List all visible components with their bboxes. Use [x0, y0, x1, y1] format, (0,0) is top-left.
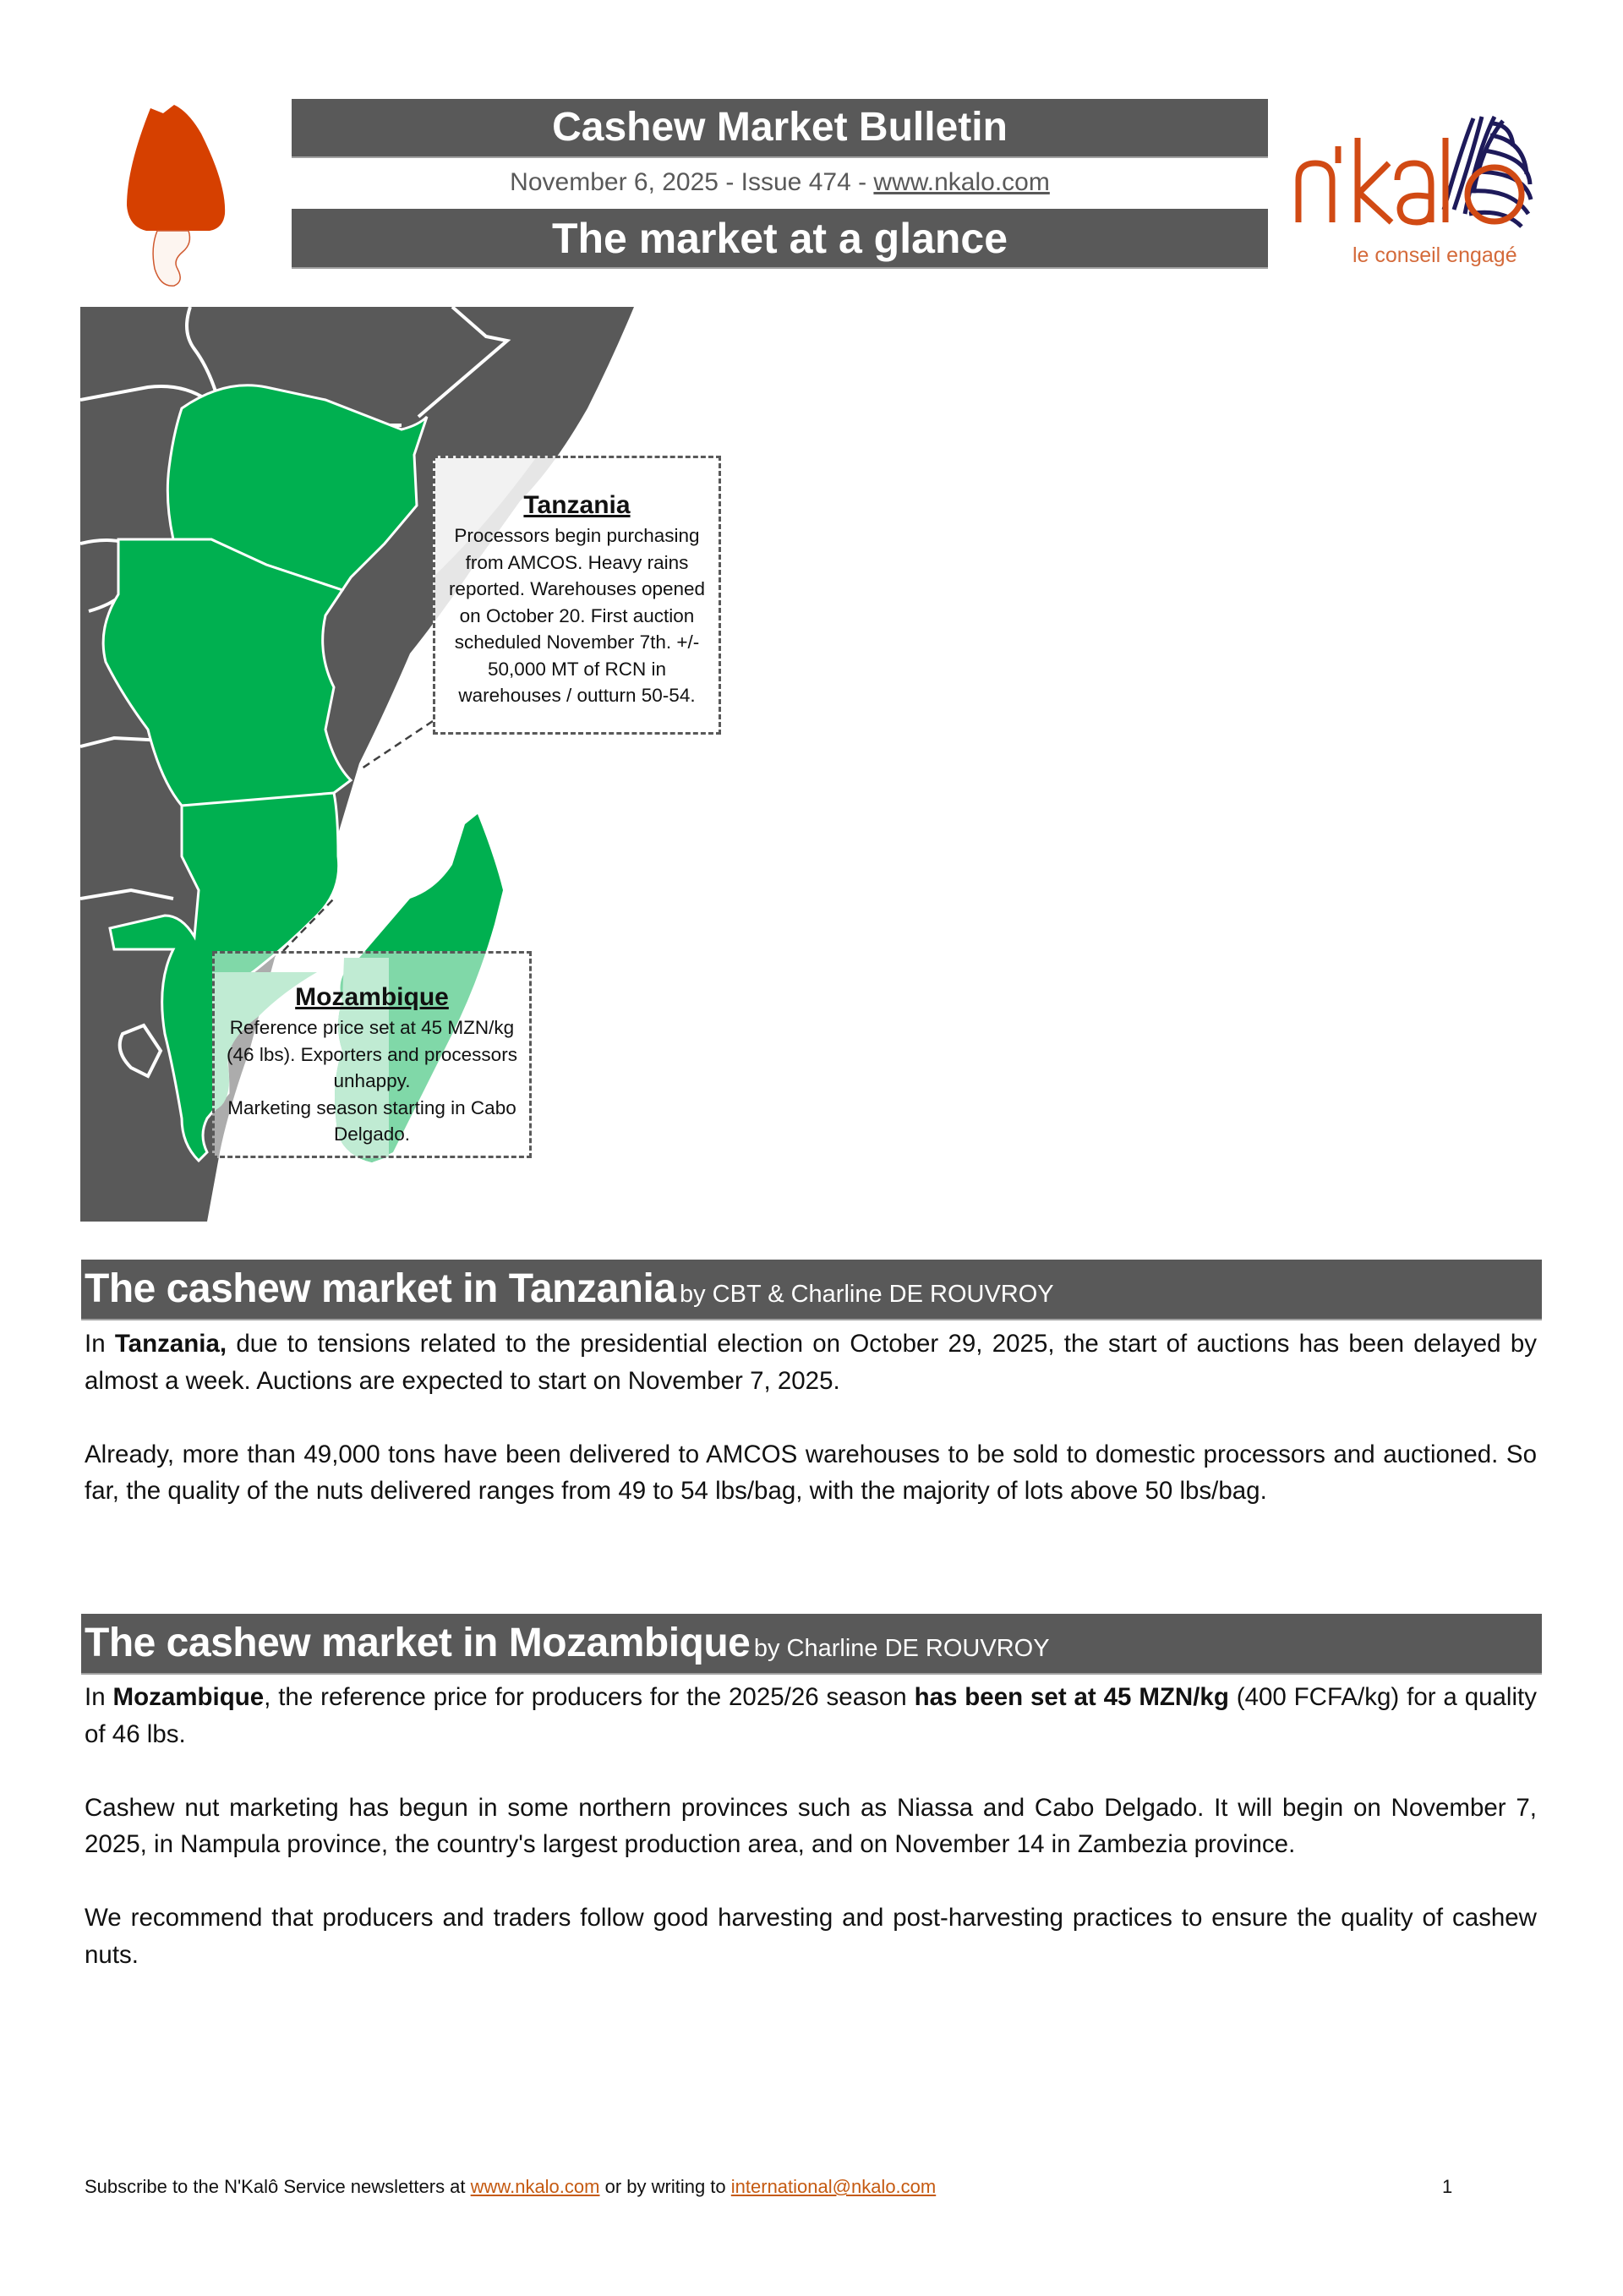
paragraph: In Mozambique, the reference price for producers for the 2025/26 season has been set at 45 MZN/kg (400 FCFA/kg) for a quality of 46 lbs.	[85, 1683, 1537, 1748]
section-body-tanzania	[85, 1326, 1537, 1546]
paragraph: In Tanzania, due to tensions related to the presidential election on October 29, 2025, the start of auctions has been delayed by almost a week. Auctions are expected to start on November 7, 2025.	[85, 1330, 1537, 1395]
callout-text: Reference price set at 45 MZN/kg (46 lbs). Exporters and processors unhappy.	[227, 1017, 517, 1091]
paragraph: Cashew nut marketing has begun in some northern provinces such as Niassa and Cabo Delgado. It will begin on November 7, 2025, in Nampula province, the country's largest production area, and on November 14 in Zambezia province.	[85, 1793, 1537, 1858]
bulletin-title: Cashew Market Bulletin	[292, 99, 1268, 158]
footer-email-link[interactable]: international@nkalo.com	[730, 2176, 937, 2197]
paragraph: Already, more than 49,000 tons have been delivered to AMCOS warehouses to be sold to domestic processors and auctioned. So far, the quality of the nuts delivered ranges from 49 to 54 lbs/bag, with the majority of lots above 50 lbs/bag.	[85, 1440, 1537, 1505]
section-title: The cashew market in Mozambique	[85, 1621, 751, 1665]
section-body-mozambique	[85, 1679, 1537, 2010]
svg-text:le conseil engagé: le conseil engagé	[1352, 243, 1517, 267]
issue-date: November 6, 2025	[510, 168, 719, 196]
page-number: 1	[1442, 2176, 1453, 2197]
callout-text: Processors begin purchasing from AMCOS. Heavy rains reported. Warehouses opened on October 20. First auction scheduled November 7th. +/- 50,000 MT of RCN in warehouses / outturn 50-54.	[448, 525, 706, 706]
section-header-tanzania	[81, 1260, 1542, 1320]
footer-website-link[interactable]: www.nkalo.com	[470, 2176, 600, 2197]
callout-text: Marketing season starting in Cabo Delgado.	[227, 1096, 516, 1145]
callout-title: Mozambique	[295, 983, 449, 1011]
tanzania-callout	[433, 456, 721, 735]
section-title: The cashew market in Tanzania	[85, 1266, 676, 1311]
section-header-mozambique	[81, 1614, 1542, 1675]
section-byline: by Charline DE ROUVROY	[753, 1635, 1050, 1662]
footer: Subscribe to the N'Kalô Service newsletters at www.nkalo.com or by writing to international@nkalo.com	[85, 2176, 937, 2197]
nkalo-logo	[1292, 100, 1545, 277]
paragraph: We recommend that producers and traders follow good harvesting and post-harvesting practices to ensure the quality of cashew nuts.	[85, 1904, 1537, 1969]
cashew-icon	[117, 100, 239, 292]
website-link[interactable]: www.nkalo.com	[873, 168, 1050, 196]
callout-title: Tanzania	[523, 491, 631, 519]
issue-number: Issue 474	[740, 168, 851, 196]
issue-dateline: November 6, 2025 - Issue 474 - www.nkalo.com	[510, 168, 1050, 196]
market-glance-title: The market at a glance	[292, 209, 1268, 269]
mozambique-callout	[212, 951, 532, 1158]
section-byline: by CBT & Charline DE ROUVROY	[679, 1281, 1054, 1308]
